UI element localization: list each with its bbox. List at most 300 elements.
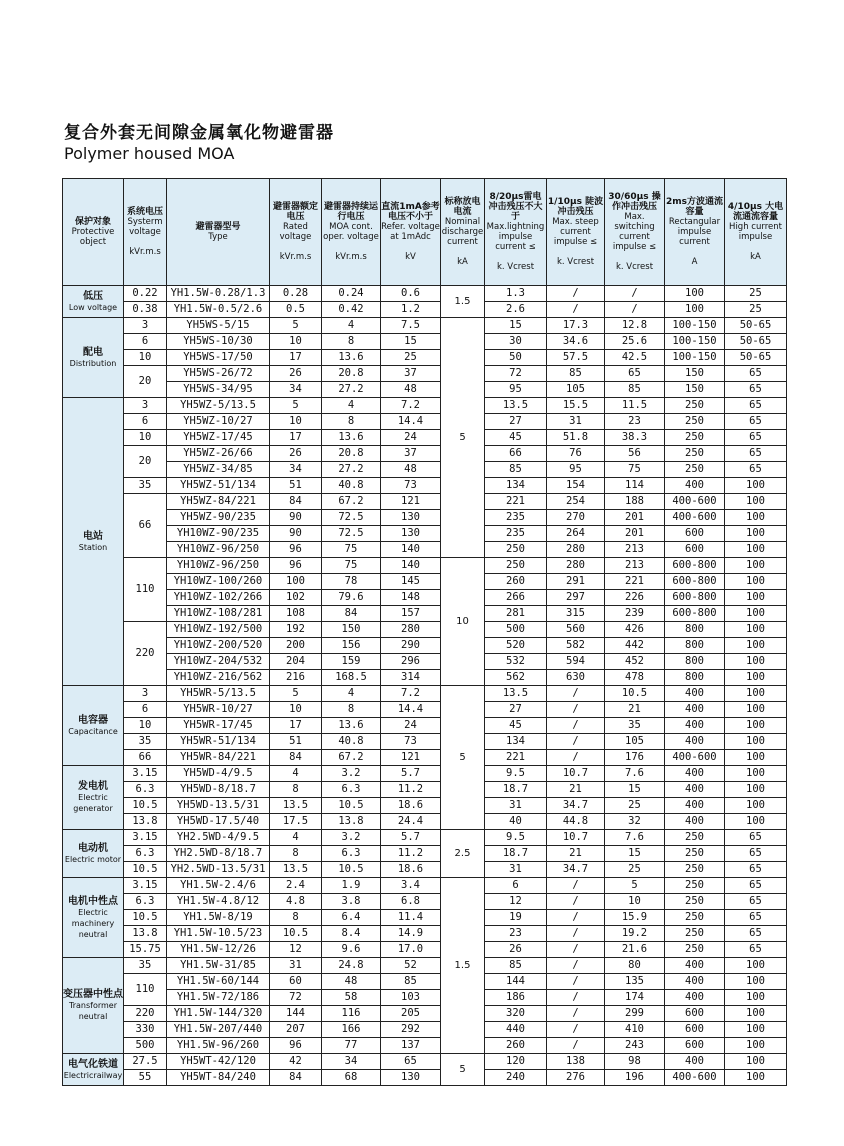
data-cell: 11.4 bbox=[381, 910, 441, 926]
data-cell: 65 bbox=[725, 382, 787, 398]
data-cell: 103 bbox=[381, 990, 441, 1006]
data-cell: YH5WS-34/95 bbox=[167, 382, 270, 398]
table-row bbox=[63, 750, 787, 766]
data-cell: YH5WS-5/15 bbox=[167, 318, 270, 334]
data-cell: 3.8 bbox=[322, 894, 381, 910]
data-cell: 137 bbox=[381, 1038, 441, 1054]
category-cell bbox=[63, 958, 124, 1054]
data-cell: 100 bbox=[725, 638, 787, 654]
data-cell: 75 bbox=[322, 558, 381, 574]
category-cell bbox=[63, 766, 124, 830]
data-cell: 100 bbox=[725, 526, 787, 542]
system-voltage-cell: 66 bbox=[124, 494, 167, 558]
data-cell: 38.3 bbox=[605, 430, 665, 446]
data-cell: 10 bbox=[270, 334, 322, 350]
data-cell: 27.2 bbox=[322, 382, 381, 398]
column-header-cn: 避雷器型号 bbox=[195, 222, 241, 232]
data-cell: 600 bbox=[665, 1022, 725, 1038]
data-cell: YH5WR-17/45 bbox=[167, 718, 270, 734]
column-header-en: Type bbox=[208, 232, 228, 242]
category-cn: 配电 bbox=[83, 346, 103, 358]
system-voltage-cell: 10 bbox=[124, 430, 167, 446]
column-header bbox=[322, 179, 381, 286]
data-cell: 11.5 bbox=[605, 398, 665, 414]
data-cell: 72.5 bbox=[322, 526, 381, 542]
data-cell: 17 bbox=[270, 350, 322, 366]
system-voltage-cell: 0.38 bbox=[124, 302, 167, 318]
data-cell: 296 bbox=[381, 654, 441, 670]
data-cell: 440 bbox=[485, 1022, 547, 1038]
table-row bbox=[63, 606, 787, 622]
data-cell: 10 bbox=[270, 702, 322, 718]
data-cell: 216 bbox=[270, 670, 322, 686]
data-cell: 100 bbox=[725, 974, 787, 990]
data-cell: YH10WZ-108/281 bbox=[167, 606, 270, 622]
data-cell: 200 bbox=[270, 638, 322, 654]
category-cell bbox=[63, 318, 124, 398]
data-cell: 600 bbox=[665, 1006, 725, 1022]
data-cell: 260 bbox=[485, 574, 547, 590]
data-cell: YH5WR-51/134 bbox=[167, 734, 270, 750]
column-header-en: MOA cont. oper. voltage bbox=[323, 222, 379, 242]
data-cell: 6.4 bbox=[322, 910, 381, 926]
table-row bbox=[63, 558, 787, 574]
data-cell: 116 bbox=[322, 1006, 381, 1022]
data-cell: 213 bbox=[605, 558, 665, 574]
data-cell: 130 bbox=[381, 526, 441, 542]
system-voltage-cell: 35 bbox=[124, 958, 167, 974]
data-cell: 48 bbox=[322, 974, 381, 990]
column-header-unit: k. Vcrest bbox=[496, 262, 535, 272]
data-cell: 11.2 bbox=[381, 846, 441, 862]
data-cell: 630 bbox=[547, 670, 605, 686]
data-cell: YH1.5W-144/320 bbox=[167, 1006, 270, 1022]
data-cell: 85 bbox=[547, 366, 605, 382]
data-cell: YH1.5W-72/186 bbox=[167, 990, 270, 1006]
data-cell: / bbox=[547, 1022, 605, 1038]
data-cell: 14.4 bbox=[381, 414, 441, 430]
data-cell: 0.5 bbox=[270, 302, 322, 318]
data-cell: YH2.5WD-8/18.7 bbox=[167, 846, 270, 862]
table-row bbox=[63, 494, 787, 510]
data-cell: 17 bbox=[270, 718, 322, 734]
data-cell: 532 bbox=[485, 654, 547, 670]
data-cell: 400 bbox=[665, 478, 725, 494]
data-cell: 76 bbox=[547, 446, 605, 462]
table-row bbox=[63, 574, 787, 590]
data-cell: 90 bbox=[270, 526, 322, 542]
column-header-unit: A bbox=[691, 257, 698, 267]
data-cell: 100 bbox=[725, 542, 787, 558]
data-cell: YH1.5W-207/440 bbox=[167, 1022, 270, 1038]
data-cell: 243 bbox=[605, 1038, 665, 1054]
data-cell: YH1.5W-10.5/23 bbox=[167, 926, 270, 942]
data-cell: 600-800 bbox=[665, 590, 725, 606]
table-row bbox=[63, 846, 787, 862]
data-cell: 148 bbox=[381, 590, 441, 606]
data-cell: 65 bbox=[725, 942, 787, 958]
system-voltage-cell: 500 bbox=[124, 1038, 167, 1054]
data-cell: 26 bbox=[270, 366, 322, 382]
data-cell: 105 bbox=[605, 734, 665, 750]
data-cell: / bbox=[547, 1038, 605, 1054]
data-cell: 226 bbox=[605, 590, 665, 606]
category-cell bbox=[63, 398, 124, 686]
data-cell: 100 bbox=[725, 734, 787, 750]
data-cell: 15.9 bbox=[605, 910, 665, 926]
data-cell: 72 bbox=[270, 990, 322, 1006]
data-cell: YH5WS-17/50 bbox=[167, 350, 270, 366]
data-cell: 100-150 bbox=[665, 350, 725, 366]
system-voltage-cell: 55 bbox=[124, 1070, 167, 1086]
table-row bbox=[63, 350, 787, 366]
data-cell: 0.24 bbox=[322, 286, 381, 302]
data-cell: YH5WD-13.5/31 bbox=[167, 798, 270, 814]
category-cn: 发电机 bbox=[78, 781, 108, 792]
data-cell: 65 bbox=[725, 910, 787, 926]
data-cell: 45 bbox=[485, 718, 547, 734]
column-header-unit: k. Vcrest bbox=[615, 262, 654, 272]
data-cell: 5 bbox=[270, 398, 322, 414]
data-cell: 108 bbox=[270, 606, 322, 622]
column-header-cn: 30/60μs 操作冲击残压 bbox=[608, 192, 661, 212]
data-cell: 264 bbox=[547, 526, 605, 542]
data-cell: 37 bbox=[381, 446, 441, 462]
data-cell: 10.5 bbox=[322, 862, 381, 878]
system-voltage-cell: 10.5 bbox=[124, 798, 167, 814]
system-voltage-cell: 330 bbox=[124, 1022, 167, 1038]
data-cell: YH1.5W-0.5/2.6 bbox=[167, 302, 270, 318]
data-cell: 72.5 bbox=[322, 510, 381, 526]
column-header bbox=[665, 179, 725, 286]
data-cell: 400 bbox=[665, 814, 725, 830]
header-row bbox=[63, 179, 787, 286]
data-cell: 186 bbox=[485, 990, 547, 1006]
category-cell bbox=[63, 286, 124, 318]
data-cell: 800 bbox=[665, 622, 725, 638]
column-header-unit: kVr.m.s bbox=[279, 252, 312, 262]
data-cell: 221 bbox=[485, 494, 547, 510]
table-row bbox=[63, 430, 787, 446]
category-cell bbox=[63, 878, 124, 958]
data-cell: 250 bbox=[665, 862, 725, 878]
data-cell: 15.5 bbox=[547, 398, 605, 414]
data-cell: YH1.5W-96/260 bbox=[167, 1038, 270, 1054]
data-cell: 500 bbox=[485, 622, 547, 638]
page-title-cn: 复合外套无间隙金属氧化物避雷器 bbox=[64, 123, 334, 143]
data-cell: 17.5 bbox=[270, 814, 322, 830]
data-cell: 205 bbox=[381, 1006, 441, 1022]
table-row bbox=[63, 766, 787, 782]
data-cell: 5.7 bbox=[381, 830, 441, 846]
nominal-current-cell: 1.5 bbox=[441, 878, 485, 1054]
data-cell: 34 bbox=[270, 382, 322, 398]
data-cell: 8 bbox=[270, 910, 322, 926]
data-cell: 75 bbox=[605, 462, 665, 478]
data-cell: 315 bbox=[547, 606, 605, 622]
data-cell: 600-800 bbox=[665, 558, 725, 574]
data-cell: 50-65 bbox=[725, 334, 787, 350]
data-cell: 3.2 bbox=[322, 830, 381, 846]
table-row bbox=[63, 382, 787, 398]
data-cell: YH5WT-42/120 bbox=[167, 1054, 270, 1070]
data-cell: 400 bbox=[665, 734, 725, 750]
data-cell: 25.6 bbox=[605, 334, 665, 350]
data-cell: 250 bbox=[485, 558, 547, 574]
data-cell: 250 bbox=[485, 542, 547, 558]
data-cell: 34.6 bbox=[547, 334, 605, 350]
data-cell: 15 bbox=[381, 334, 441, 350]
data-cell: 800 bbox=[665, 638, 725, 654]
data-cell: 400-600 bbox=[665, 750, 725, 766]
data-cell: 2.6 bbox=[485, 302, 547, 318]
data-cell: 50-65 bbox=[725, 318, 787, 334]
data-cell: 442 bbox=[605, 638, 665, 654]
data-cell: YH1.5W-0.28/1.3 bbox=[167, 286, 270, 302]
data-cell: 73 bbox=[381, 478, 441, 494]
data-cell: 196 bbox=[605, 1070, 665, 1086]
data-cell: 13.5 bbox=[270, 798, 322, 814]
data-cell: 10.5 bbox=[605, 686, 665, 702]
data-cell: 100 bbox=[725, 670, 787, 686]
column-header-unit: k. Vcrest bbox=[556, 257, 595, 267]
data-cell: YH5WS-26/72 bbox=[167, 366, 270, 382]
data-cell: 51.8 bbox=[547, 430, 605, 446]
table-row bbox=[63, 878, 787, 894]
table-row bbox=[63, 302, 787, 318]
column-header bbox=[270, 179, 322, 286]
table-row bbox=[63, 782, 787, 798]
data-cell: 40.8 bbox=[322, 478, 381, 494]
data-cell: 95 bbox=[547, 462, 605, 478]
data-cell: / bbox=[547, 702, 605, 718]
data-cell: / bbox=[547, 958, 605, 974]
data-cell: YH5WZ-5/13.5 bbox=[167, 398, 270, 414]
category-en: Station bbox=[78, 542, 108, 552]
column-header-en: Max.lightning impulse current ≤ bbox=[486, 222, 545, 252]
data-cell: YH10WZ-96/250 bbox=[167, 558, 270, 574]
table-row bbox=[63, 814, 787, 830]
data-cell: 26 bbox=[485, 942, 547, 958]
category-en: Electric motor bbox=[64, 854, 122, 864]
data-cell: 250 bbox=[665, 846, 725, 862]
data-cell: 90 bbox=[270, 510, 322, 526]
data-cell: 21.6 bbox=[605, 942, 665, 958]
system-voltage-cell: 220 bbox=[124, 622, 167, 686]
data-cell: 37 bbox=[381, 366, 441, 382]
data-cell: 42.5 bbox=[605, 350, 665, 366]
data-cell: 51 bbox=[270, 478, 322, 494]
data-cell: 400 bbox=[665, 782, 725, 798]
data-cell: 100 bbox=[725, 654, 787, 670]
data-cell: 582 bbox=[547, 638, 605, 654]
data-cell: 12 bbox=[270, 942, 322, 958]
data-cell: 400-600 bbox=[665, 1070, 725, 1086]
data-cell: / bbox=[547, 910, 605, 926]
data-cell: 56 bbox=[605, 446, 665, 462]
data-cell: 3.4 bbox=[381, 878, 441, 894]
data-cell: 45 bbox=[485, 430, 547, 446]
category-en: Capacitance bbox=[68, 726, 118, 736]
system-voltage-cell: 10 bbox=[124, 350, 167, 366]
system-voltage-cell: 66 bbox=[124, 750, 167, 766]
data-cell: YH5WZ-84/221 bbox=[167, 494, 270, 510]
data-cell: 400 bbox=[665, 798, 725, 814]
data-cell: 100 bbox=[725, 958, 787, 974]
table-row bbox=[63, 542, 787, 558]
column-header bbox=[485, 179, 547, 286]
data-cell: 176 bbox=[605, 750, 665, 766]
data-cell: 100 bbox=[725, 590, 787, 606]
data-cell: 17.0 bbox=[381, 942, 441, 958]
data-cell: YH5WR-84/221 bbox=[167, 750, 270, 766]
data-cell: YH5WD-8/18.7 bbox=[167, 782, 270, 798]
column-header-cn: 1/10μs 陡波冲击残压 bbox=[547, 197, 604, 217]
data-cell: 7.2 bbox=[381, 686, 441, 702]
data-cell: 100-150 bbox=[665, 334, 725, 350]
data-cell: 1.2 bbox=[381, 302, 441, 318]
data-cell: 25 bbox=[605, 798, 665, 814]
data-cell: 221 bbox=[485, 750, 547, 766]
table-row bbox=[63, 510, 787, 526]
data-cell: 50-65 bbox=[725, 350, 787, 366]
data-cell: 140 bbox=[381, 558, 441, 574]
moa-spec-table bbox=[62, 178, 787, 1086]
nominal-current-cell: 5 bbox=[441, 318, 485, 558]
data-cell: 100 bbox=[725, 766, 787, 782]
data-cell: YH1.5W-2.4/6 bbox=[167, 878, 270, 894]
data-cell: YH1.5W-8/19 bbox=[167, 910, 270, 926]
data-cell: YH10WZ-90/235 bbox=[167, 526, 270, 542]
data-cell: 84 bbox=[270, 494, 322, 510]
data-cell: 600-800 bbox=[665, 606, 725, 622]
data-cell: 10.5 bbox=[270, 926, 322, 942]
data-cell: 13.5 bbox=[485, 686, 547, 702]
category-cell bbox=[63, 686, 124, 766]
table-row bbox=[63, 718, 787, 734]
data-cell: 400 bbox=[665, 1054, 725, 1070]
system-voltage-cell: 6 bbox=[124, 702, 167, 718]
data-cell: 25 bbox=[605, 862, 665, 878]
data-cell: 250 bbox=[665, 926, 725, 942]
system-voltage-cell: 35 bbox=[124, 478, 167, 494]
system-voltage-cell: 110 bbox=[124, 558, 167, 622]
nominal-current-cell: 1.5 bbox=[441, 286, 485, 318]
table-row bbox=[63, 446, 787, 462]
data-cell: 65 bbox=[605, 366, 665, 382]
data-cell: 478 bbox=[605, 670, 665, 686]
category-cn: 电机中性点 bbox=[68, 895, 118, 907]
data-cell: 100 bbox=[725, 606, 787, 622]
data-cell: 188 bbox=[605, 494, 665, 510]
column-header-en: Systerm voltage bbox=[127, 217, 163, 237]
data-cell: 250 bbox=[665, 878, 725, 894]
data-cell: 400 bbox=[665, 718, 725, 734]
system-voltage-cell: 3 bbox=[124, 398, 167, 414]
data-cell: 250 bbox=[665, 462, 725, 478]
data-cell: 8 bbox=[270, 846, 322, 862]
data-cell: YH5WZ-90/235 bbox=[167, 510, 270, 526]
data-cell: 138 bbox=[547, 1054, 605, 1070]
data-cell: 100 bbox=[725, 814, 787, 830]
system-voltage-cell: 3 bbox=[124, 318, 167, 334]
data-cell: 30 bbox=[485, 334, 547, 350]
data-cell: / bbox=[547, 286, 605, 302]
data-cell: 100 bbox=[725, 1054, 787, 1070]
data-cell: 96 bbox=[270, 542, 322, 558]
data-cell: 250 bbox=[665, 894, 725, 910]
data-cell: 100 bbox=[725, 1006, 787, 1022]
table-row bbox=[63, 670, 787, 686]
data-cell: 6.8 bbox=[381, 894, 441, 910]
column-header bbox=[725, 179, 787, 286]
data-cell: 58 bbox=[322, 990, 381, 1006]
data-cell: 84 bbox=[322, 606, 381, 622]
data-cell: 156 bbox=[322, 638, 381, 654]
table-row bbox=[63, 654, 787, 670]
data-cell: 254 bbox=[547, 494, 605, 510]
data-cell: 8 bbox=[270, 782, 322, 798]
system-voltage-cell: 10.5 bbox=[124, 910, 167, 926]
data-cell: 1.9 bbox=[322, 878, 381, 894]
data-cell: 250 bbox=[665, 830, 725, 846]
data-cell: YH5WZ-51/134 bbox=[167, 478, 270, 494]
table-row bbox=[63, 926, 787, 942]
data-cell: 145 bbox=[381, 574, 441, 590]
data-cell: / bbox=[547, 990, 605, 1006]
data-cell: 65 bbox=[725, 462, 787, 478]
data-cell: 0.6 bbox=[381, 286, 441, 302]
category-cn: 电容器 bbox=[78, 714, 108, 726]
data-cell: 65 bbox=[725, 926, 787, 942]
data-cell: 10.5 bbox=[322, 798, 381, 814]
data-cell: 17.3 bbox=[547, 318, 605, 334]
column-header-unit: kV bbox=[405, 252, 416, 262]
data-cell: 560 bbox=[547, 622, 605, 638]
data-cell: 100 bbox=[725, 686, 787, 702]
data-cell: 400 bbox=[665, 974, 725, 990]
data-cell: 84 bbox=[270, 750, 322, 766]
data-cell: 100 bbox=[725, 782, 787, 798]
data-cell: 11.2 bbox=[381, 782, 441, 798]
data-cell: / bbox=[547, 878, 605, 894]
data-cell: 100 bbox=[270, 574, 322, 590]
data-cell: 400 bbox=[665, 686, 725, 702]
column-header bbox=[63, 179, 124, 286]
table-row bbox=[63, 974, 787, 990]
data-cell: 17 bbox=[270, 430, 322, 446]
system-voltage-cell: 27.5 bbox=[124, 1054, 167, 1070]
data-cell: 157 bbox=[381, 606, 441, 622]
data-cell: 13.6 bbox=[322, 430, 381, 446]
data-cell: 8.4 bbox=[322, 926, 381, 942]
data-cell: 8 bbox=[322, 334, 381, 350]
data-cell: 65 bbox=[725, 894, 787, 910]
data-cell: 8 bbox=[322, 414, 381, 430]
data-cell: 65 bbox=[725, 846, 787, 862]
data-cell: 100 bbox=[725, 990, 787, 1006]
data-cell: YH2.5WD-13.5/31 bbox=[167, 862, 270, 878]
data-cell: 150 bbox=[665, 366, 725, 382]
column-header-cn: 避雷器持续运行电压 bbox=[323, 202, 378, 222]
data-cell: 270 bbox=[547, 510, 605, 526]
data-cell: 201 bbox=[605, 510, 665, 526]
nominal-current-cell: 2.5 bbox=[441, 830, 485, 878]
data-cell: 114 bbox=[605, 478, 665, 494]
column-header bbox=[381, 179, 441, 286]
system-voltage-cell: 110 bbox=[124, 974, 167, 1006]
data-cell: 13.5 bbox=[485, 398, 547, 414]
